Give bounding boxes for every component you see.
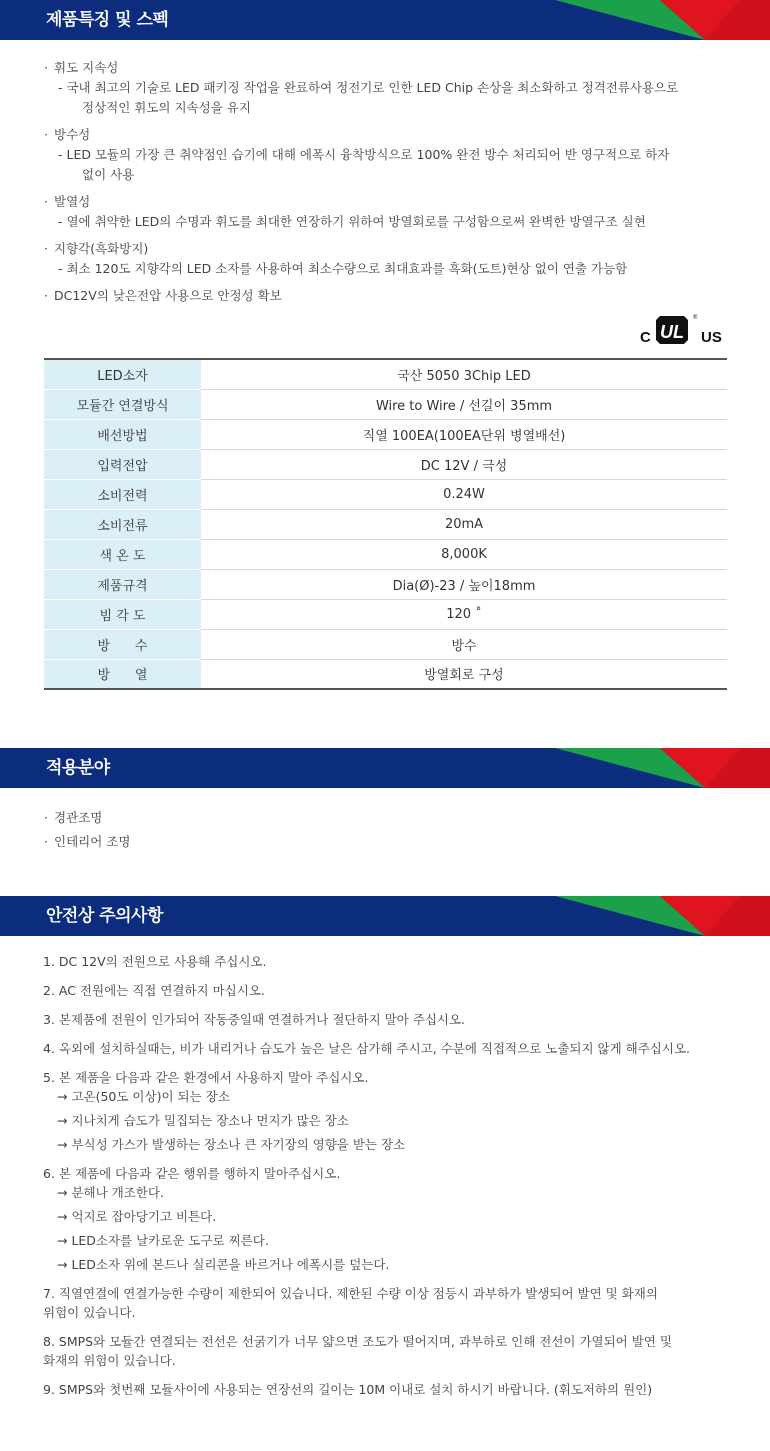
feature-detail: - 최소 120도 지향각의 LED 소자를 사용하여 최소수량으로 최대효과를 흑화(도트)현상 없이 연출 가능함: [58, 261, 628, 276]
spec-key: 색 온 도: [44, 539, 201, 569]
spec-value: 방수: [201, 629, 727, 659]
safety-note: 5. 본 제품을 다음과 같은 환경에서 사용하지 말아 주십시오.: [43, 1070, 369, 1085]
application-item: · 경관조명: [44, 806, 130, 830]
safety-notes: [43, 952, 733, 1409]
spec-key: 빔 각 도: [44, 599, 201, 629]
spec-value: 국산 5050 3Chip LED: [201, 359, 727, 389]
spec-row: [44, 569, 727, 599]
feature-item: · DC12V의 낮은전압 사용으로 안정성 확보: [44, 286, 734, 306]
spec-value: Dia(Ø)-23 / 높이18mm: [201, 569, 727, 599]
spec-value: 0.24W: [201, 479, 727, 509]
section-title: 안전상 주의사항: [46, 906, 163, 926]
safety-note: 6. 본 제품에 다음과 같은 행위를 행하지 말아주십시오.: [43, 1166, 341, 1181]
safety-subitem: → LED소자 위에 본드나 실리콘을 바르거나 에폭시를 덮는다.: [57, 1257, 390, 1272]
spec-row: [44, 599, 727, 629]
spec-value: 20mA: [201, 509, 727, 539]
spec-row: [44, 449, 727, 479]
section-header-safety: [0, 896, 770, 936]
safety-subitem: → 고온(50도 이상)이 되는 장소: [57, 1089, 230, 1104]
feature-item: · 방수성: [44, 125, 734, 145]
safety-subitem: → 억지로 잡아당기고 비튼다.: [57, 1209, 217, 1224]
feature-item: · 지향각(흑화방지): [44, 239, 734, 259]
spec-value: 직열 100EA(100EA단위 병열배선): [201, 419, 727, 449]
safety-note: 2. AC 전원에는 직접 연결하지 마십시오.: [43, 983, 265, 998]
spec-row: [44, 389, 727, 419]
safety-subitem: → LED소자를 날카로운 도구로 찌른다.: [57, 1233, 269, 1248]
spec-value: 120 ˚: [201, 599, 727, 629]
spec-value: 방열회로 구성: [201, 659, 727, 689]
application-item: · 인테리어 조명: [44, 830, 130, 854]
spec-key: 방 수: [44, 629, 201, 659]
safety-note: 7. 직열연결에 연결가능한 수량이 제한되어 있습니다. 제한된 수량 이상 점등시 과부하가 발생되어 발연 및 화재의 위험이 있습니다.: [43, 1286, 658, 1320]
spec-row: [44, 659, 727, 689]
safety-subitem: → 부식성 가스가 발생하는 장소나 큰 자기장의 영향을 받는 장소: [57, 1137, 406, 1152]
safety-note: 3. 본제품에 전원이 인가되어 작동중일때 연결하거나 절단하지 말아 주십시오.: [43, 1012, 466, 1027]
safety-subitem: → 분해나 개조한다.: [57, 1185, 164, 1200]
feature-item: · 휘도 지속성: [44, 58, 734, 78]
section-header-apps: [0, 748, 770, 788]
spec-key: 제품규격: [44, 569, 201, 599]
safety-note: 8. SMPS와 모듈간 연결되는 전선은 선굵기가 너무 얇으면 조도가 떨어지며, 과부하로 인해 전선이 가열되어 발연 및 화재의 위험이 있습니다.: [43, 1334, 672, 1368]
feature-list: [44, 58, 734, 306]
spec-key: 모듈간 연결방식: [44, 389, 201, 419]
spec-value: DC 12V / 극성: [201, 449, 727, 479]
safety-subitem: → 지나치게 습도가 밀집되는 장소나 먼지가 많은 장소: [57, 1113, 349, 1128]
spec-row: [44, 539, 727, 569]
header-decoration-icon: [555, 748, 770, 788]
safety-note: 9. SMPS와 첫번째 모듈사이에 사용되는 연장선의 길이는 10M 이내로 설치 하시기 바랍니다. (휘도저하의 원인): [43, 1382, 653, 1397]
spec-table: [44, 358, 727, 690]
feature-item: · 발열성: [44, 192, 734, 212]
spec-key: LED소자: [44, 359, 201, 389]
spec-key: 입력전압: [44, 449, 201, 479]
spec-row: [44, 419, 727, 449]
application-list: [44, 806, 130, 854]
header-decoration-icon: [555, 0, 770, 40]
safety-note-subitems: [43, 1087, 733, 1154]
safety-note-subitems: [43, 1183, 733, 1274]
spec-row: [44, 359, 727, 389]
section-header-features: [0, 0, 770, 40]
feature-detail: - 국내 최고의 기술로 LED 패키징 작업을 완료하여 정전기로 인한 LED Chip 손상을 최소화하고 정격전류사용으로 정상적인 휘도의 지속성을 유지: [58, 80, 679, 115]
cert-mark-text: UL: [660, 322, 684, 342]
spec-key: 소비전력: [44, 479, 201, 509]
spec-value: Wire to Wire / 선길이 35mm: [201, 389, 727, 419]
spec-key: 소비전류: [44, 509, 201, 539]
spec-value: 8,000K: [201, 539, 727, 569]
spec-key: 배선방법: [44, 419, 201, 449]
svg-text:®: ®: [693, 315, 698, 321]
section-title: 제품특징 및 스펙: [46, 10, 169, 30]
spec-row: [44, 509, 727, 539]
feature-detail: - LED 모듈의 가장 큰 취약점인 습기에 대해 에폭시 융착방식으로 100% 완전 방수 처리되어 반 영구적으로 하자 없이 사용: [58, 147, 670, 182]
section-title: 적용분야: [46, 758, 110, 778]
spec-row: [44, 479, 727, 509]
cert-right-text: US: [701, 329, 722, 346]
safety-note: 1. DC 12V의 전원으로 사용해 주십시오.: [43, 954, 267, 969]
spec-key: 방 열: [44, 659, 201, 689]
safety-note: 4. 옥외에 설치하실때는, 비가 내리거나 습도가 높은 날은 삼가해 주시고, 수분에 직접적으로 노출되지 않게 해주십시오.: [43, 1041, 691, 1056]
ul-certification-icon: [640, 312, 726, 350]
header-decoration-icon: [555, 896, 770, 936]
feature-detail: - 열에 취약한 LED의 수명과 휘도를 최대한 연장하기 위하여 방열회로를 구성함으로써 완벽한 방열구조 실현: [58, 214, 646, 229]
cert-left-text: C: [640, 329, 651, 346]
spec-row: [44, 629, 727, 659]
